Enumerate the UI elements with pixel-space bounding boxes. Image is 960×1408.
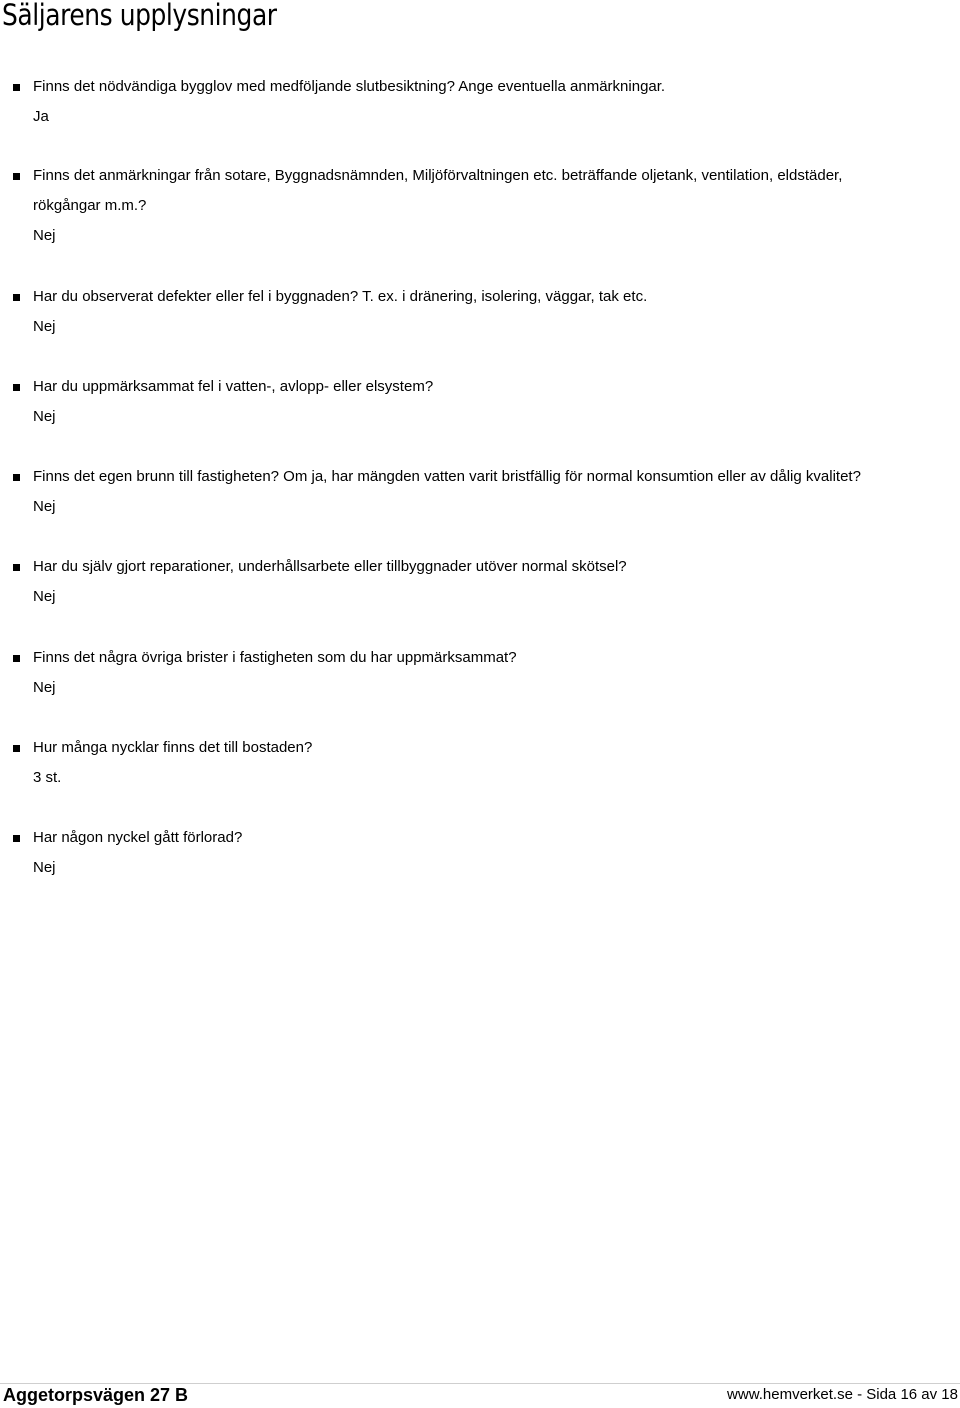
bullet-icon: [13, 564, 20, 571]
answer: Nej: [33, 588, 56, 605]
question-continuation: rökgångar m.m.?: [33, 197, 147, 214]
answer: Nej: [33, 859, 56, 876]
bullet-icon: [13, 655, 20, 662]
bullet-icon: [13, 474, 20, 481]
answer: Nej: [33, 318, 56, 335]
answer: Ja: [33, 108, 49, 125]
bullet-icon: [13, 294, 20, 301]
qa-item: [0, 161, 960, 251]
question: Hur många nycklar finns det till bostaden?: [33, 739, 313, 756]
answer: Nej: [33, 408, 56, 425]
answer: 3 st.: [33, 769, 62, 786]
qa-item: [0, 462, 960, 522]
qa-item: [0, 823, 960, 883]
question: Finns det anmärkningar från sotare, Byggnadsnämnden, Miljöförvaltningen etc. beträffande oljetank, ventilation, eldstäder,: [33, 167, 843, 184]
answer: Nej: [33, 498, 56, 515]
qa-item: [0, 643, 960, 703]
footer-divider: [0, 1383, 960, 1384]
answer: Nej: [33, 679, 56, 696]
qa-item: [0, 282, 960, 342]
bullet-icon: [13, 384, 20, 391]
question: Finns det några övriga brister i fastigheten som du har uppmärksammat?: [33, 649, 517, 666]
question: Finns det nödvändiga bygglov med medföljande slutbesiktning? Ange eventuella anmärkningar.: [33, 78, 666, 95]
bullet-icon: [13, 84, 20, 91]
qa-item: [0, 733, 960, 793]
bullet-icon: [13, 745, 20, 752]
question: Har du uppmärksammat fel i vatten-, avlopp- eller elsystem?: [33, 378, 434, 395]
question: Har du själv gjort reparationer, underhållsarbete eller tillbyggnader utöver normal skötsel?: [33, 558, 627, 575]
footer-address: Aggetorpsvägen 27 B: [3, 1385, 189, 1405]
qa-item: [0, 372, 960, 432]
qa-item: [0, 552, 960, 612]
question: Har någon nyckel gått förlorad?: [33, 829, 243, 846]
bullet-icon: [13, 173, 20, 180]
question: Finns det egen brunn till fastigheten? Om ja, har mängden vatten varit bristfällig för normal konsumtion eller av dålig kvalitet?: [33, 468, 861, 485]
bullet-icon: [13, 835, 20, 842]
question: Har du observerat defekter eller fel i byggnaden? T. ex. i dränering, isolering, väggar, tak etc.: [33, 288, 648, 305]
page-title: Säljarens upplysningar: [2, 0, 277, 32]
answer: Nej: [33, 227, 56, 244]
qa-item: [0, 72, 960, 132]
footer-page-info: www.hemverket.se - Sida 16 av 18: [727, 1386, 958, 1403]
